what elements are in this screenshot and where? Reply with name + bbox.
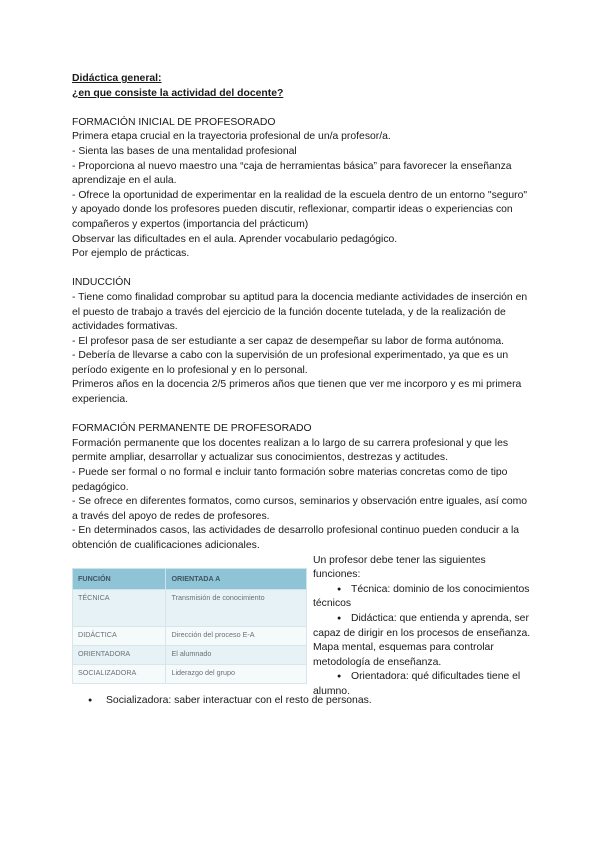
functions-intro: Un profesor debe tener las siguientes funciones: [313, 554, 486, 581]
table-header: FUNCIÓN [73, 568, 166, 589]
table-cell: SOCIALIZADORA [73, 664, 166, 683]
functions-list [313, 583, 535, 700]
functions-block [72, 554, 532, 697]
section-heading: INDUCCIÓN [72, 277, 131, 289]
section-heading: FORMACIÓN INICIAL DE PROFESORADO [72, 116, 276, 128]
paragraph: - El profesor pasa de ser estudiante a ser capaz de desempeñar su labor de forma autónoma. [72, 335, 505, 347]
paragraph: Por ejemplo de prácticas. [72, 248, 190, 260]
paragraph: Observar las dificultades en el aula. Aprender vocabulario pedagógico. [72, 233, 398, 245]
paragraph: - En determinados casos, las actividades de desarrollo profesional continuo pueden conducir a la obtención de cualificaciones adicionales. [72, 525, 520, 551]
table-row [73, 589, 307, 626]
table-row [73, 664, 307, 683]
title-line-1: Didáctica general: [72, 73, 162, 84]
paragraph: - Puede ser formal o no formal e incluir tanto formación sobre materias concretas como de tipo pedagógico. [72, 467, 508, 493]
functions-list-continued [72, 694, 532, 709]
paragraph: - Tiene como finalidad comprobar su aptitud para la docencia mediante actividades de inserción en el puesto de trabajo a través del ejercicio de la función docente tutelada, y de la realización de actividades formativas. [72, 291, 528, 333]
paragraph: - Sienta las bases de una mentalidad profesional [72, 145, 297, 157]
paragraph: Primeros años en la docencia 2/5 primeros años que tienen que ver me incorporo y es mi primera experiencia. [72, 379, 522, 406]
table-cell: DIDÁCTICA [73, 626, 166, 645]
list-item: ● Socializadora: saber interactuar con el resto de personas. [72, 694, 532, 709]
table-row [73, 626, 307, 645]
section-induccion [72, 276, 532, 407]
title-line-2: ¿en que consiste la actividad del docente? [72, 87, 284, 99]
paragraph: - Debería de llevarse a cabo con la supervisión de un profesional experimentado, ya que es un período exigente en lo profesional y en lo personal. [72, 350, 509, 376]
paragraph: Formación permanente que los docentes realizan a lo largo de su carrera profesional y que les permite ampliar, desarrollar y actualizar sus conocimientos, destrezas y actitudes. [72, 437, 509, 464]
table-cell: ORIENTADORA [73, 645, 166, 664]
section-heading: FORMACIÓN PERMANENTE DE PROFESORADO [72, 423, 312, 435]
table-cell: Transmisión de conocimiento [166, 589, 307, 626]
list-item: ● Didáctica: que entienda y aprenda, ser capaz de dirigir en los procesos de enseñanza. Mapa mental, esquemas para controlar metodología de enseñanza. [313, 612, 535, 670]
paragraph: - Ofrece la oportunidad de experimentar en la realidad de la escuela dentro de un entorno "seguro" y apoyado donde los profesores pueden discutir, reflexionar, compartir ideas o experiencias con compañeros y expertos (importancia del prácticum) [72, 189, 528, 230]
table-row [73, 645, 307, 664]
paragraph: - Proporciona al nuevo maestro una “caja de herramientas básica” para favorecer la enseñanza aprendizaje en el aula. [72, 160, 512, 187]
table-cell: El alumnado [166, 645, 307, 664]
paragraph: - Se ofrece en diferentes formatos, como cursos, seminarios y observación entre iguales, así como a través del apoyo de redes de profesores. [72, 496, 528, 522]
section-formacion-permanente [72, 422, 532, 553]
paragraph: Primera etapa crucial en la trayectoria profesional de un/a profesor/a. [72, 131, 391, 143]
table-cell: Liderazgo del grupo [166, 664, 307, 683]
document-title [72, 72, 532, 101]
functions-text [313, 554, 535, 700]
table-header: ORIENTADA A [166, 568, 307, 589]
table-cell: Dirección del proceso E-A [166, 626, 307, 645]
document-page [72, 72, 532, 708]
functions-table [72, 568, 307, 684]
list-item: ● Orientadora: qué dificultades tiene el alumno. [313, 670, 535, 699]
list-item: ● Técnica: dominio de los conocimientos técnicos [313, 583, 535, 612]
table-cell: TÉCNICA [73, 589, 166, 626]
section-formacion-inicial [72, 116, 532, 262]
